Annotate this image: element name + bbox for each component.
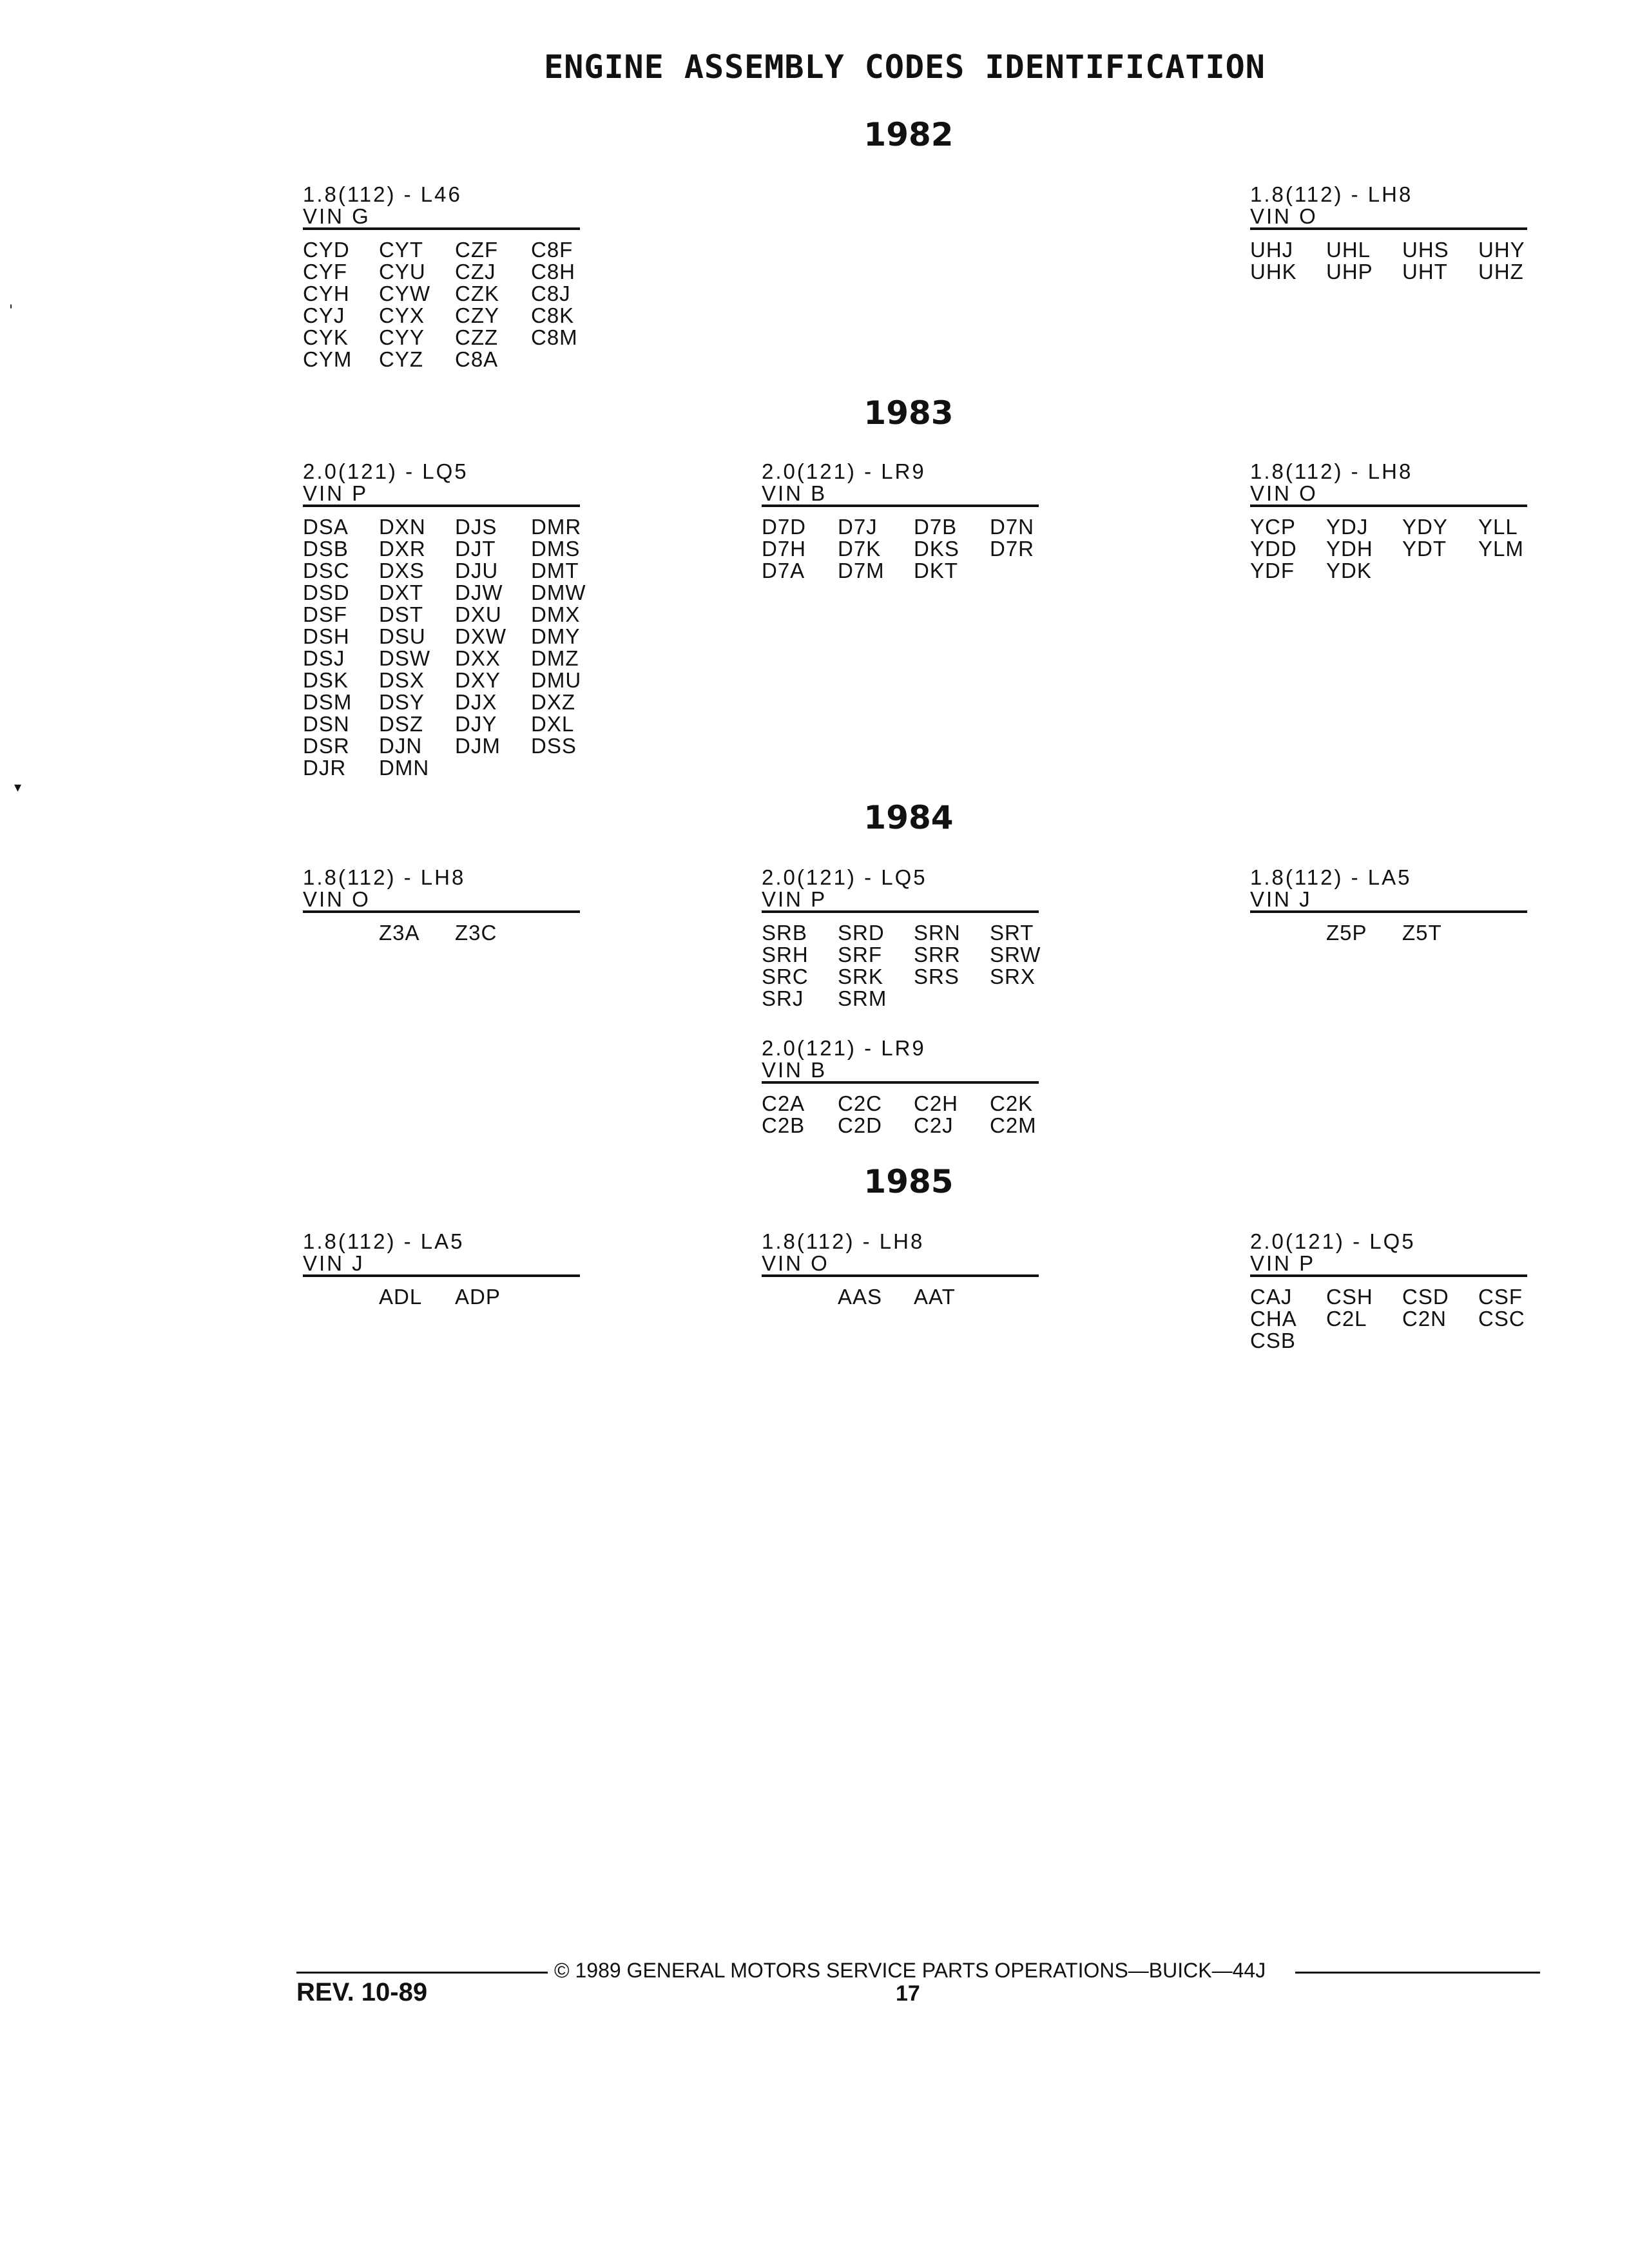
assembly-code: AAT [914, 1285, 956, 1309]
code-grid [762, 516, 1039, 582]
engine-block-1985-lh8 [762, 1231, 1039, 1308]
assembly-code: SRC [762, 965, 809, 988]
assembly-code: DMX [531, 602, 581, 626]
assembly-code: Z5P [1326, 921, 1367, 945]
vin-label: VIN J [1250, 887, 1312, 911]
engine-header [303, 184, 580, 230]
vin-label: VIN O [303, 887, 371, 911]
assembly-code: C2K [990, 1091, 1034, 1115]
assembly-code: CHA [1250, 1307, 1297, 1331]
assembly-code: SRR [914, 943, 961, 966]
code-grid [303, 1286, 580, 1308]
assembly-code: C2L [1326, 1307, 1367, 1331]
assembly-code: DJU [455, 559, 499, 582]
assembly-code: DSR [303, 734, 350, 758]
assembly-code: DXY [455, 668, 501, 692]
assembly-code: SRB [762, 921, 807, 945]
assembly-code: DJW [455, 581, 503, 604]
assembly-code: DSD [303, 581, 350, 604]
assembly-code: C8H [531, 260, 576, 284]
assembly-code: CSC [1478, 1307, 1525, 1331]
assembly-code: UHT [1402, 260, 1448, 284]
engine-label: 1.8(112) - LH8 [1250, 182, 1413, 206]
engine-block-1984-lr9 [762, 1037, 1039, 1137]
code-grid [762, 1286, 1039, 1308]
revision-label: REV. 10-89 [296, 1978, 428, 2006]
vin-label: VIN O [1250, 204, 1318, 228]
assembly-code: CYY [379, 325, 425, 349]
assembly-code: SRH [762, 943, 809, 966]
assembly-code: DKT [914, 559, 958, 582]
assembly-code: UHZ [1478, 260, 1524, 284]
assembly-code: C8M [531, 325, 578, 349]
assembly-code: CYZ [379, 347, 423, 371]
assembly-code: UHJ [1250, 238, 1294, 262]
engine-header [1250, 867, 1527, 913]
engine-block-1983-lq5 [303, 459, 586, 780]
engine-label: 1.8(112) - LH8 [1250, 459, 1413, 483]
footer-rule-left [296, 1972, 548, 1974]
assembly-code: DSK [303, 668, 349, 692]
code-grid [1250, 239, 1527, 283]
assembly-code: D7D [762, 515, 807, 539]
assembly-code: DKS [914, 537, 959, 561]
assembly-code: DSA [303, 515, 349, 539]
assembly-code: CZK [455, 282, 499, 305]
assembly-code: Z5T [1402, 921, 1442, 945]
assembly-code: DMS [531, 537, 581, 561]
engine-block-1982-lh8 [1250, 184, 1527, 283]
engine-label: 2.0(121) - LQ5 [762, 865, 927, 889]
assembly-code: SRD [838, 921, 885, 945]
assembly-code: C2B [762, 1113, 805, 1137]
engine-header [762, 461, 1039, 507]
engine-header [762, 867, 1039, 913]
assembly-code: YDD [1250, 537, 1297, 561]
assembly-code: YLM [1478, 537, 1524, 561]
assembly-code: DSB [303, 537, 349, 561]
assembly-code: SRT [990, 921, 1034, 945]
assembly-code: CZZ [455, 325, 499, 349]
engine-header [1250, 1231, 1527, 1277]
year-1983: 1983 [863, 394, 954, 432]
assembly-code: ADP [455, 1285, 501, 1309]
vin-label: VIN P [1250, 1251, 1316, 1275]
assembly-code: C2D [838, 1113, 883, 1137]
code-grid [1250, 1286, 1527, 1352]
engine-header [762, 1037, 1039, 1084]
assembly-code: CYM [303, 347, 352, 371]
assembly-code: SRM [838, 986, 887, 1010]
assembly-code: D7N [990, 515, 1035, 539]
assembly-code: DMY [531, 624, 581, 648]
assembly-code: CYF [303, 260, 347, 284]
engine-block-1983-lh8 [1250, 461, 1527, 582]
page-number: 17 [896, 1981, 920, 2006]
assembly-code: CSF [1478, 1285, 1523, 1309]
assembly-code: D7K [838, 537, 882, 561]
engine-header [762, 1231, 1039, 1277]
assembly-code: Z3C [455, 921, 497, 945]
engine-block-1985-lq5 [1250, 1231, 1527, 1352]
engine-label: 2.0(121) - LQ5 [303, 459, 468, 483]
assembly-code: C8F [531, 238, 574, 262]
assembly-code: C2H [914, 1091, 959, 1115]
code-grid [303, 239, 580, 370]
assembly-code: DJT [455, 537, 496, 561]
assembly-code: DMU [531, 668, 582, 692]
assembly-code: D7A [762, 559, 805, 582]
assembly-code: SRJ [762, 986, 804, 1010]
engine-block-1982-l46 [303, 184, 580, 370]
code-grid [303, 515, 586, 780]
assembly-code: DMW [531, 581, 586, 604]
assembly-code: UHS [1402, 238, 1449, 262]
engine-label: 2.0(121) - LR9 [762, 1036, 926, 1060]
assembly-code: SRF [838, 943, 882, 966]
vin-label: VIN P [762, 887, 827, 911]
assembly-code: ADL [379, 1285, 423, 1309]
assembly-code: DMZ [531, 646, 579, 670]
assembly-code: DXS [379, 559, 425, 582]
engine-block-1984-la5 [1250, 867, 1527, 944]
assembly-code: D7H [762, 537, 807, 561]
assembly-code: DXR [379, 537, 426, 561]
assembly-code: DJM [455, 734, 501, 758]
engine-block-1984-lh8 [303, 867, 580, 944]
assembly-code: DJR [303, 756, 347, 780]
assembly-code: D7R [990, 537, 1035, 561]
assembly-code: DXU [455, 602, 502, 626]
assembly-code: CYD [303, 238, 350, 262]
code-grid [1250, 922, 1527, 944]
assembly-code: DSZ [379, 712, 423, 736]
assembly-code: CAJ [1250, 1285, 1293, 1309]
engine-label: 1.8(112) - LH8 [762, 1229, 925, 1253]
assembly-code: DSF [303, 602, 347, 626]
assembly-code: CYT [379, 238, 423, 262]
vin-label: VIN B [762, 481, 827, 505]
code-grid [1250, 516, 1527, 582]
assembly-code: YDT [1402, 537, 1447, 561]
year-1984: 1984 [863, 799, 954, 836]
assembly-code: C2J [914, 1113, 954, 1137]
assembly-code: CYW [379, 282, 430, 305]
assembly-code: UHP [1326, 260, 1373, 284]
assembly-code: CYK [303, 325, 349, 349]
assembly-code: YDH [1326, 537, 1373, 561]
assembly-code: C8J [531, 282, 571, 305]
engine-label: 1.8(112) - LA5 [1250, 865, 1412, 889]
code-grid [762, 922, 1039, 1010]
vin-label: VIN O [1250, 481, 1318, 505]
vin-label: VIN P [303, 481, 369, 505]
vin-label: VIN O [762, 1251, 829, 1275]
year-1982: 1982 [863, 116, 954, 153]
assembly-code: DSY [379, 690, 425, 714]
assembly-code: DXT [379, 581, 423, 604]
engine-label: 1.8(112) - LA5 [303, 1229, 465, 1253]
vin-label: VIN B [762, 1058, 827, 1082]
assembly-code: CZJ [455, 260, 496, 284]
assembly-code: YDK [1326, 559, 1372, 582]
assembly-code: DST [379, 602, 423, 626]
page-title: ENGINE ASSEMBLY CODES IDENTIFICATION [544, 48, 1266, 86]
assembly-code: SRW [990, 943, 1041, 966]
assembly-code: C2A [762, 1091, 805, 1115]
code-grid [303, 922, 580, 944]
engine-block-1984-lq5 [762, 867, 1039, 1010]
assembly-code: DSN [303, 712, 350, 736]
assembly-code: CSD [1402, 1285, 1449, 1309]
assembly-code: CSH [1326, 1285, 1373, 1309]
assembly-code: DXW [455, 624, 506, 648]
code-grid [762, 1093, 1039, 1137]
assembly-code: CZF [455, 238, 499, 262]
engine-header [303, 1231, 580, 1277]
footer-copyright: © 1989 GENERAL MOTORS SERVICE PARTS OPERATIONS—BUICK—44J [554, 1959, 1266, 1982]
assembly-code: SRN [914, 921, 961, 945]
footer-rule-right [1295, 1972, 1540, 1974]
assembly-code: C2N [1402, 1307, 1447, 1331]
assembly-code: DJS [455, 515, 497, 539]
engine-label: 2.0(121) - LR9 [762, 459, 926, 483]
assembly-code: SRS [914, 965, 959, 988]
engine-block-1983-lr9 [762, 461, 1039, 582]
assembly-code: CYU [379, 260, 426, 284]
engine-header [303, 867, 580, 913]
assembly-code: YDY [1402, 515, 1448, 539]
engine-block-1985-la5 [303, 1231, 580, 1308]
assembly-code: AAS [838, 1285, 883, 1309]
assembly-code: DSH [303, 624, 350, 648]
scan-mark: ' [9, 303, 14, 319]
assembly-code: DMN [379, 756, 430, 780]
assembly-code: SRX [990, 965, 1036, 988]
engine-label: 1.8(112) - LH8 [303, 865, 466, 889]
assembly-code: C2C [838, 1091, 883, 1115]
assembly-code: DJX [455, 690, 497, 714]
assembly-code: UHK [1250, 260, 1297, 284]
assembly-code: DJN [379, 734, 423, 758]
assembly-code: UHY [1478, 238, 1525, 262]
assembly-code: YDF [1250, 559, 1295, 582]
assembly-code: DMT [531, 559, 579, 582]
assembly-code: DSU [379, 624, 426, 648]
assembly-code: Z3A [379, 921, 420, 945]
assembly-code: CYX [379, 303, 425, 327]
assembly-code: YLL [1478, 515, 1518, 539]
assembly-code: C8A [455, 347, 499, 371]
assembly-code: DSC [303, 559, 350, 582]
assembly-code: DXN [379, 515, 426, 539]
assembly-code: UHL [1326, 238, 1371, 262]
assembly-code: D7M [838, 559, 885, 582]
vin-label: VIN J [303, 1251, 365, 1275]
assembly-code: DSW [379, 646, 430, 670]
assembly-code: SRK [838, 965, 883, 988]
assembly-code: DSS [531, 734, 577, 758]
assembly-code: C2M [990, 1113, 1037, 1137]
assembly-code: DSJ [303, 646, 345, 670]
assembly-code: YDJ [1326, 515, 1369, 539]
assembly-code: CYH [303, 282, 350, 305]
engine-label: 1.8(112) - L46 [303, 182, 462, 206]
assembly-code: YCP [1250, 515, 1296, 539]
engine-label: 2.0(121) - LQ5 [1250, 1229, 1416, 1253]
scan-mark: ▾ [14, 780, 22, 796]
assembly-code: DMR [531, 515, 582, 539]
assembly-code: DSM [303, 690, 352, 714]
engine-header [1250, 461, 1527, 507]
assembly-code: DJY [455, 712, 497, 736]
assembly-code: CYJ [303, 303, 345, 327]
assembly-code: CZY [455, 303, 499, 327]
year-1985: 1985 [863, 1163, 954, 1200]
assembly-code: D7J [838, 515, 878, 539]
assembly-code: DXL [531, 712, 575, 736]
engine-header [303, 461, 580, 507]
assembly-code: DXX [455, 646, 501, 670]
assembly-code: DXZ [531, 690, 575, 714]
assembly-code: CSB [1250, 1329, 1296, 1352]
assembly-code: DSX [379, 668, 425, 692]
assembly-code: C8K [531, 303, 575, 327]
vin-label: VIN G [303, 204, 371, 228]
assembly-code: D7B [914, 515, 958, 539]
engine-header [1250, 184, 1527, 230]
